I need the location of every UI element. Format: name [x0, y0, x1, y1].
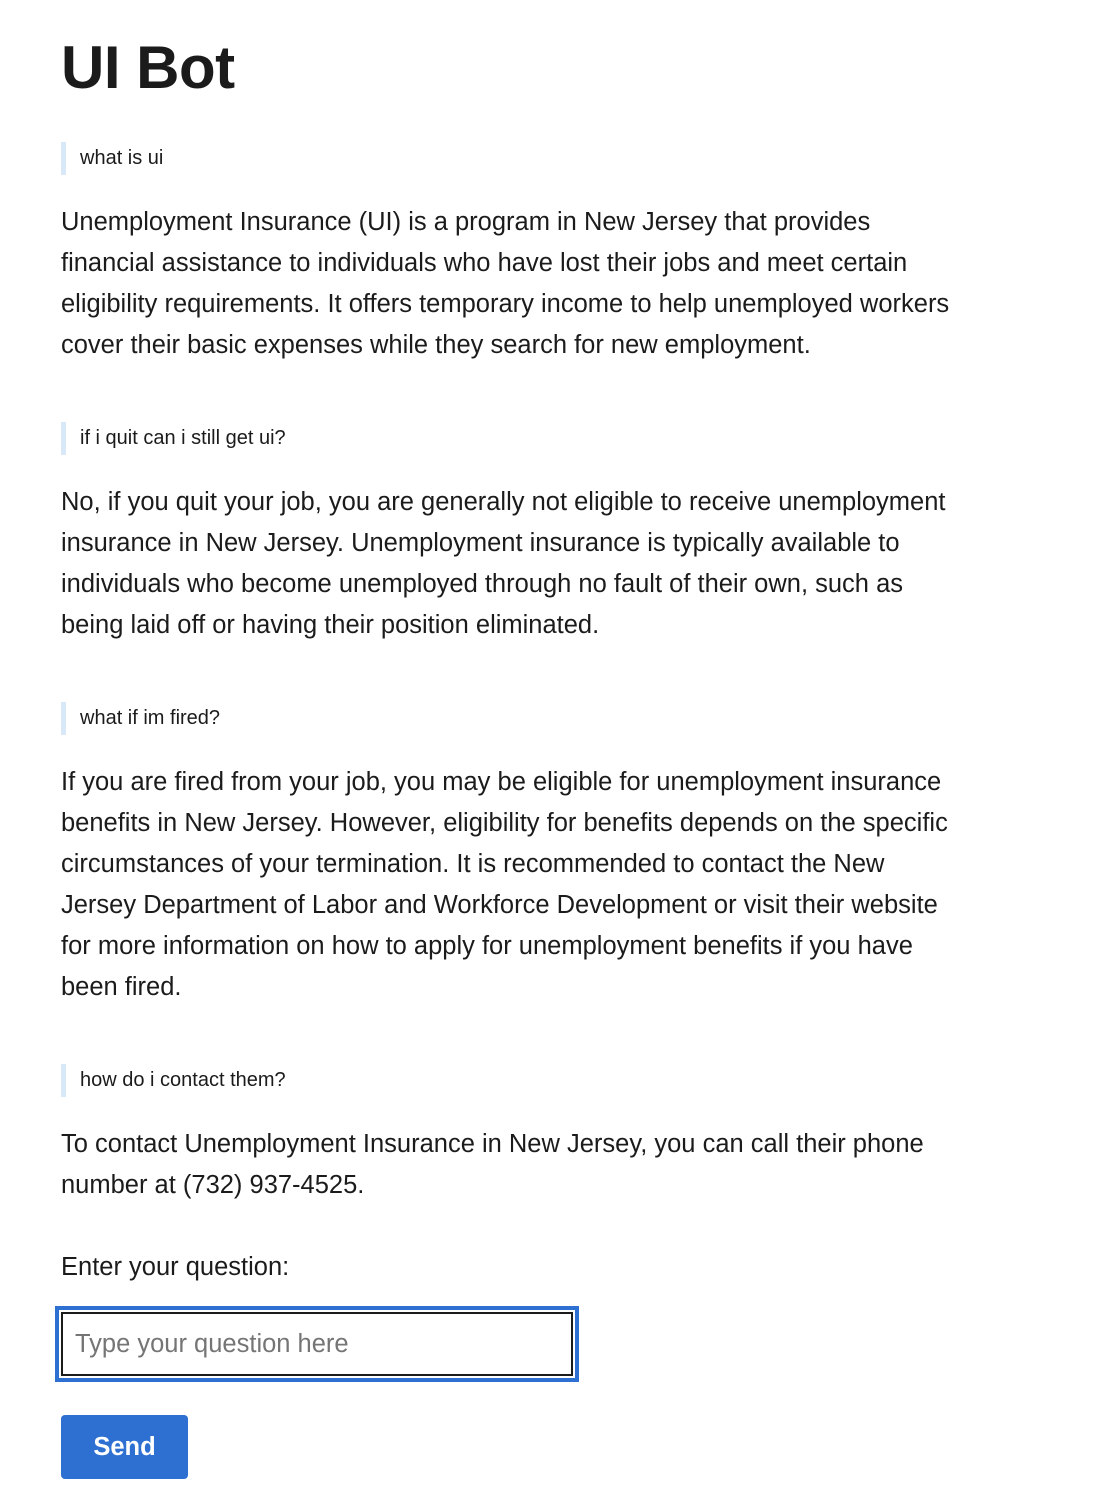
bot-answer: If you are fired from your job, you may be eligible for unemployment insurance benefits in New Jersey. However, eligibility for benefits depends on the specific circumstances of your termination. It is recommended to contact the New Jersey Department of Labor and Workforce Development or visit their website for more information on how to apply for unemployment benefits if you have been fired. — [61, 768, 948, 1001]
question-input-label: Enter your question: — [61, 1253, 290, 1281]
user-question: what if im fired? — [61, 702, 1061, 735]
user-question: how do i contact them? — [61, 1064, 1061, 1097]
conversation-log — [61, 142, 1061, 1206]
bot-answer: Unemployment Insurance (UI) is a program in New Jersey that provides financial assistance to individuals who have lost their jobs and meet certain eligibility requirements. It offers temporary income to help unemployed workers cover their basic expenses while they search for new employment. — [61, 208, 950, 359]
question-input-focus-ring — [55, 1306, 579, 1382]
bot-answer: No, if you quit your job, you are generally not eligible to receive unemployment insurance in New Jersey. Unemployment insurance is typically available to individuals who become unemployed through no fault of their own, such as being laid off or having their position eliminated. — [61, 488, 946, 639]
exchange-1 — [61, 142, 1061, 366]
question-input[interactable] — [61, 1312, 573, 1376]
question-form — [61, 1250, 1061, 1479]
send-button[interactable]: Send — [61, 1415, 188, 1479]
user-question: what is ui — [61, 142, 1061, 175]
page-title: UI Bot — [61, 34, 235, 101]
exchange-2 — [61, 422, 1061, 646]
exchange-3 — [61, 702, 1061, 1008]
exchange-4 — [61, 1064, 1061, 1206]
bot-answer: To contact Unemployment Insurance in New Jersey, you can call their phone number at (732) 937-4525. — [61, 1130, 924, 1199]
user-question: if i quit can i still get ui? — [61, 422, 1061, 455]
chat-page — [61, 0, 1061, 1479]
